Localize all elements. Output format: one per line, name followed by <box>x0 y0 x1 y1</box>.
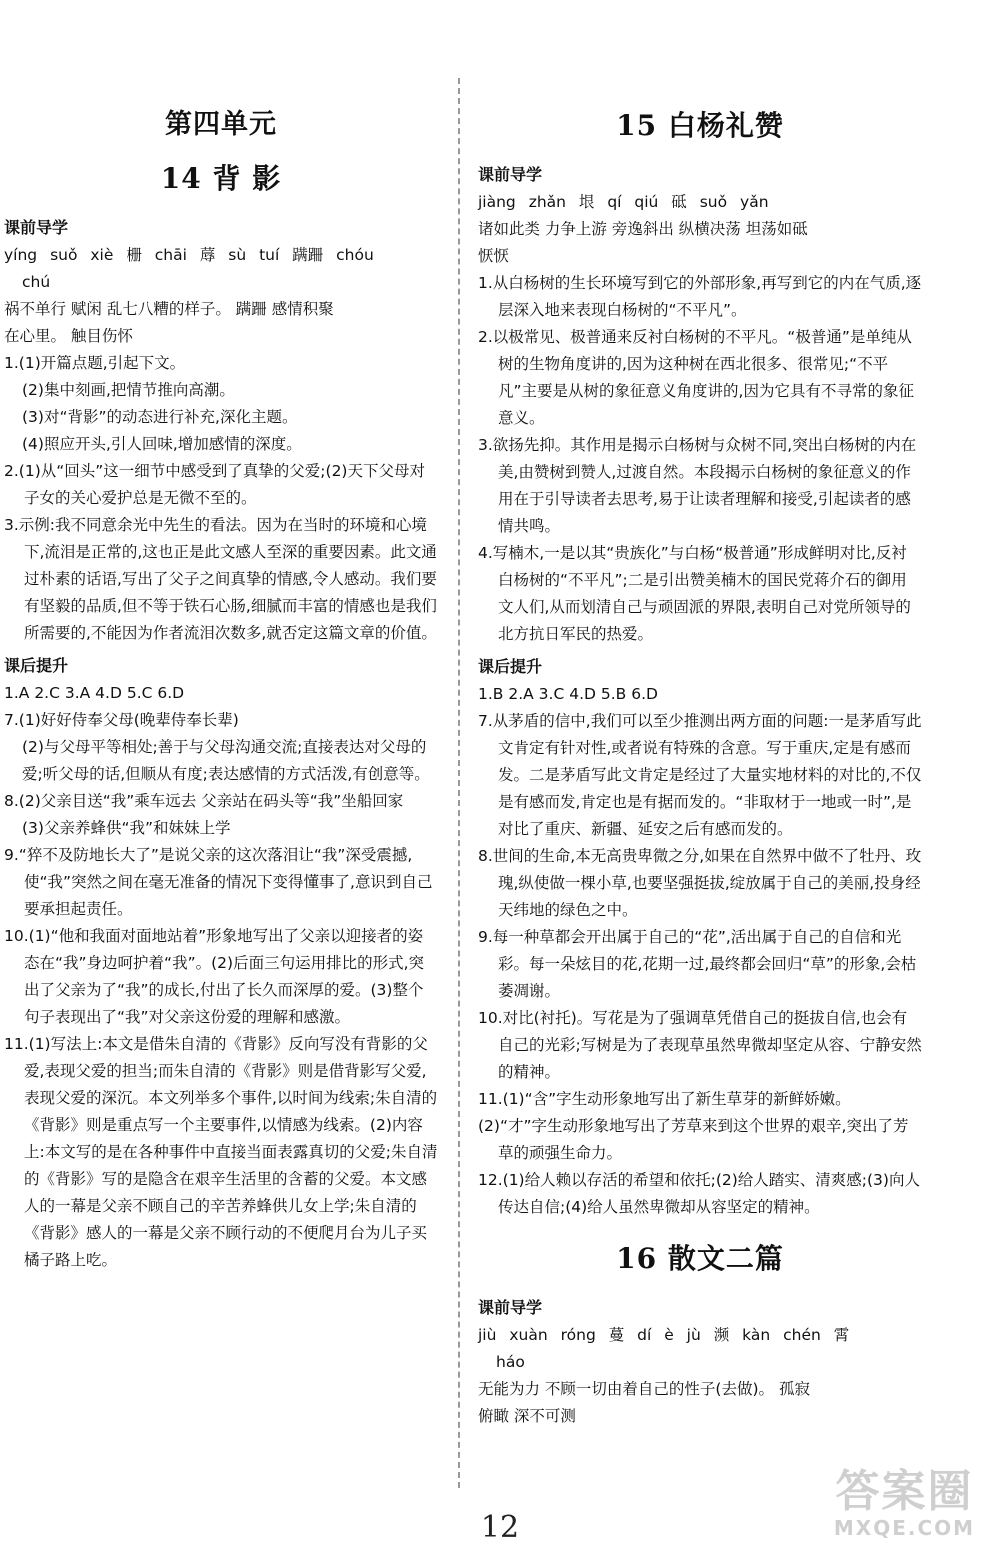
answer-item: 7.(1)好好侍奉父母(晚辈侍奉长辈) <box>4 711 239 729</box>
answer-item: (3)父亲养蜂供“我”和妹妹上学 <box>22 819 231 837</box>
answer-item: (2)“才”字生动形象地写出了芳草来到这个世界的艰辛,突出了芳草的顽强生命力。 <box>478 1117 909 1162</box>
pre-line: chú <box>22 273 51 291</box>
post-study-heading: 课后提升 <box>4 656 69 675</box>
pre-study-heading: 课前导学 <box>478 1298 543 1317</box>
answer-item: 1.B 2.A 3.C 4.D 5.B 6.D <box>478 685 658 703</box>
pre-line: 俯瞰 深不可测 <box>478 1407 576 1425</box>
pre-line: jiù xuàn róng 蔓 dí è jù 濒 kàn chén 霄 <box>478 1326 850 1344</box>
lesson-14-title: 14 背 影 <box>160 162 282 195</box>
answer-item: 11.(1)写法上:本文是借朱自清的《背影》反向写没有背影的父爱,表现父爱的担当;而朱自清的《背影》则是借背影写父爱,表现父爱的深沉。本文列举多个事件,以时间为线索;朱自清的《背影》则是重点写一个主要事件,以情感为线索。(2)内容上:本文写的是在各种事件中直接当面表露真切的父爱;朱自清的《背影》写的是隐含在艰辛生活里的含蓄的父爱。本文感人的一幕是父亲不顾自己的辛苦养蜂供儿女上学;朱自清的《背影》感人的一幕是父亲不顾行动的不便爬月台为儿子买橘子路上吃。 <box>4 1035 438 1269</box>
answer-item: 3.示例:我不同意余光中先生的看法。因为在当时的环境和心境下,流泪是正常的,这也正是此文感人至深的重要因素。此文通过朴素的话语,写出了父子之间真挚的情感,令人感动。我们要有坚毅的品质,但不等于铁石心肠,细腻而丰富的情感也是我们所需要的,不能因为作者流泪次数多,就否定这篇文章的价值。 <box>4 516 437 642</box>
answer-item: 11.(1)“含”字生动形象地写出了新生草芽的新鲜娇嫩。 <box>478 1090 851 1108</box>
pre-line: 诸如此类 力争上游 旁逸斜出 纵横决荡 坦荡如砥 <box>478 220 808 238</box>
column-divider <box>458 78 460 1488</box>
pre-line: 在心里。 触目伤怀 <box>4 327 133 345</box>
answer-item: (2)与父母平等相处;善于与父母沟通交流;直接表达对父母的爱;听父母的话,但顺从有度;表达感情的方式活泼,有创意等。 <box>22 738 430 783</box>
answer-item: 4.写楠木,一是以其“贵族化”与白杨“极普通”形成鲜明对比,反衬白杨树的“不平凡”;二是引出赞美楠木的国民党蒋介石的御用文人们,从而划清自己与顽固派的界限,表明自己对党所领导的北方抗日军民的热爱。 <box>478 544 911 643</box>
lesson-16-title: 16 散文二篇 <box>616 1242 784 1275</box>
lesson-15-title: 15 白杨礼赞 <box>616 109 784 142</box>
answer-item: 2.以极常见、极普通来反衬白杨树的不平凡。“极普通”是单纯从树的生物角度讲的,因为这种树在西北很多、很常见;“不平凡”主要是从树的象征意义角度讲的,因为它具有不寻常的象征意义。 <box>478 328 914 427</box>
answer-item: 7.从茅盾的信中,我们可以至少推测出两方面的问题:一是茅盾写此文肯定有针对性,或者说有特殊的含意。写于重庆,定是有感而发。二是茅盾写此文肯定是经过了大量实地材料的对比的,不仅是有感而发,肯定也是有据而发的。“非取材于一地或一时”,是对比了重庆、新疆、延安之后有感而发的。 <box>478 712 922 838</box>
watermark-logo <box>817 1468 992 1548</box>
answer-item: (2)集中刻画,把情节推向高潮。 <box>22 381 235 399</box>
left-column <box>0 0 458 1552</box>
page-number: 12 <box>480 1510 520 1545</box>
answer-item: 1.A 2.C 3.A 4.D 5.C 6.D <box>4 684 185 702</box>
answer-item: 12.(1)给人赖以存活的希望和依托;(2)给人踏实、清爽感;(3)向人传达自信;(4)给人虽然卑微却从容坚定的精神。 <box>478 1171 920 1216</box>
right-column <box>474 0 1000 1552</box>
unit-title: 第四单元 <box>165 109 277 140</box>
answer-item: (4)照应开头,引人回味,增加感情的深度。 <box>22 435 302 453</box>
pre-line: 恹恹 <box>478 247 510 265</box>
answer-item: 2.(1)从“回头”这一细节中感受到了真挚的父爱;(2)天下父母对子女的关心爱护总是无微不至的。 <box>4 462 425 507</box>
answer-item: 10.对比(衬托)。写花是为了强调草凭借自己的挺拔自信,也会有自己的光彩;写树是为了表现草虽然卑微却坚定从容、宁静安然的精神。 <box>478 1009 922 1081</box>
watermark-url: MXQE.COM <box>833 1516 976 1540</box>
pre-study-heading: 课前导学 <box>4 218 69 237</box>
pre-line: 无能为力 不顾一切由着自己的性子(去做)。 孤寂 <box>478 1380 810 1398</box>
answer-item: 1.从白杨树的生长环境写到它的外部形象,再写到它的内在气质,逐层深入地来表现白杨树的“不平凡”。 <box>478 274 922 319</box>
answer-item: 1.(1)开篇点题,引起下文。 <box>4 354 186 372</box>
answer-item: 8.(2)父亲目送“我”乘车远去 父亲站在码头等“我”坐船回家 <box>4 792 404 810</box>
pre-line: jiàng zhǎn 垠 qí qiú 砥 suǒ yǎn <box>478 193 769 211</box>
answer-item: 8.世间的生命,本无高贵卑微之分,如果在自然界中做不了牡丹、玫瑰,纵使做一棵小草,也要坚强挺拔,绽放属于自己的美丽,投身经天纬地的绿色之中。 <box>478 847 922 919</box>
answer-item: 9.“猝不及防地长大了”是说父亲的这次落泪让“我”深受震撼,使“我”突然之间在毫无准备的情况下变得懂事了,意识到自己要承担起责任。 <box>4 846 433 918</box>
post-study-heading: 课后提升 <box>478 657 543 676</box>
pre-line: yíng suǒ xiè 栅 chāi 蓐 sù tuí 蹒跚 chóu <box>4 246 374 264</box>
pre-line: háo <box>496 1353 525 1371</box>
answer-item: 9.每一种草都会开出属于自己的“花”,活出属于自己的自信和光彩。每一朵炫目的花,花期一过,最终都会回归“草”的形象,会枯萎凋谢。 <box>478 928 917 1000</box>
pre-study-heading: 课前导学 <box>478 165 543 184</box>
answer-item: 3.欲扬先抑。其作用是揭示白杨树与众树不同,突出白杨树的内在美,由赞树到赞人,过渡自然。本段揭示白杨树的象征意义的作用在于引导读者去思考,易于让读者理解和接受,引起读者的感情共鸣。 <box>478 436 917 535</box>
watermark-text: 答案圈 <box>835 1466 974 1517</box>
answer-item: 10.(1)“他和我面对面地站着”形象地写出了父亲以迎接者的姿态在“我”身边呵护着“我”。(2)后面三句运用排比的形式,突出了父亲为了“我”的成长,付出了长久而深厚的爱。(3)整个句子表现出了“我”对父亲这份爱的理解和感激。 <box>4 927 425 1026</box>
answer-item: (3)对“背影”的动态进行补充,深化主题。 <box>22 408 298 426</box>
pre-line: 祸不单行 赋闲 乱七八糟的样子。 蹒跚 感情积聚 <box>4 300 334 318</box>
